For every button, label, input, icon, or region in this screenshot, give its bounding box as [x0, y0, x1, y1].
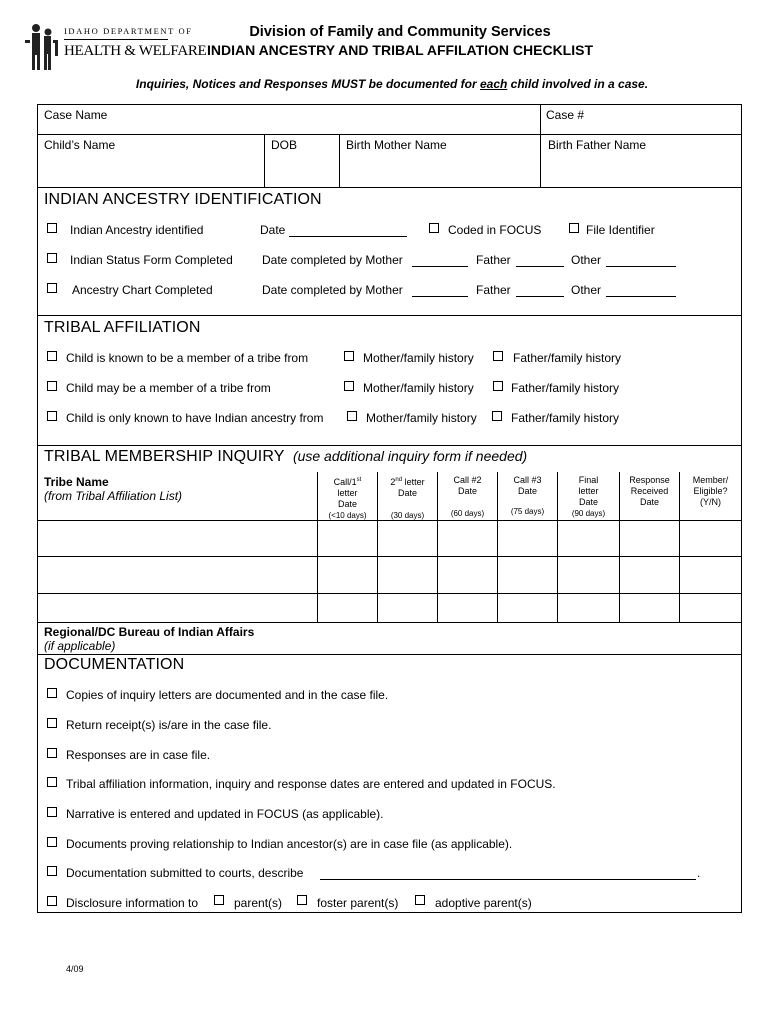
col-response-l1: Response	[629, 475, 670, 485]
col-member-l3: (Y/N)	[700, 497, 721, 507]
col-letter2-l2: Date	[397, 488, 417, 498]
only-father-checkbox[interactable]	[492, 411, 502, 421]
col-call1-header	[318, 475, 377, 521]
ancestry-chart-checkbox[interactable]	[47, 283, 57, 293]
status-father-blank[interactable]	[516, 266, 564, 267]
chart-father-blank[interactable]	[516, 296, 564, 297]
col-call1-l3: Date	[337, 499, 357, 509]
disclosure-checkbox[interactable]	[47, 896, 57, 906]
doc-item-1-label: Copies of inquiry letters are documented and in the case file.	[66, 688, 389, 702]
status-form-checkbox[interactable]	[47, 253, 57, 263]
chart-mother-blank[interactable]	[412, 296, 468, 297]
status-mother-label: Date completed by Mother	[262, 253, 403, 267]
logo-line-1: IDAHO DEPARTMENT OF	[64, 26, 193, 36]
known-father-label: Father/family history	[513, 351, 622, 365]
col-letter2-sup: nd	[395, 477, 403, 483]
status-other-label: Other	[571, 253, 602, 267]
status-form-label: Indian Status Form Completed	[70, 253, 233, 267]
inquiry-heading-note: (use additional inquiry form if needed)	[292, 448, 528, 464]
col-final-l2: letter	[578, 486, 599, 496]
col-call1-l2: letter	[337, 488, 358, 498]
col-final-days: (90 days)	[571, 509, 606, 518]
file-identifier-label: File Identifier	[586, 223, 655, 237]
doc-item-1-checkbox[interactable]	[47, 688, 57, 698]
status-mother-blank[interactable]	[412, 266, 468, 267]
ancestry-chart-label: Ancestry Chart Completed	[72, 283, 213, 297]
parents-checkbox[interactable]	[214, 895, 224, 905]
known-mother-checkbox[interactable]	[344, 351, 354, 361]
only-father-label: Father/family history	[511, 411, 620, 425]
ancestry-identified-label: Indian Ancestry identified	[70, 223, 204, 237]
doc-item-5-checkbox[interactable]	[47, 807, 57, 817]
file-identifier-checkbox[interactable]	[569, 223, 579, 233]
known-father-checkbox[interactable]	[493, 351, 503, 361]
inquiry-heading: TRIBAL MEMBERSHIP INQUIRY	[44, 448, 285, 465]
may-member-label: Child may be a member of a tribe from	[66, 381, 271, 395]
doc-item-3-label: Responses are in case file.	[66, 748, 211, 762]
may-mother-label: Mother/family history	[363, 381, 474, 395]
case-name-field[interactable]: Case Name	[44, 108, 108, 122]
adoptive-checkbox[interactable]	[415, 895, 425, 905]
notice-line	[0, 77, 770, 91]
col-call3-days: (75 days)	[510, 507, 545, 516]
parents-label: parent(s)	[234, 896, 283, 910]
only-ancestry-checkbox[interactable]	[47, 411, 57, 421]
ancestry-heading: INDIAN ANCESTRY IDENTIFICATION	[44, 191, 322, 208]
col-final-header	[558, 475, 619, 519]
col-call1-sup: st	[356, 477, 362, 483]
ancestry-date-label: Date	[260, 223, 286, 237]
coded-focus-checkbox[interactable]	[429, 223, 439, 233]
col-call2-header	[438, 475, 497, 519]
col-response-l3: Date	[639, 497, 659, 507]
logo-line-2: HEALTH & WELFARE	[64, 43, 207, 59]
may-father-label: Father/family history	[511, 381, 620, 395]
known-member-checkbox[interactable]	[47, 351, 57, 361]
inquiry-row-1[interactable]	[38, 521, 317, 556]
form-title: Division of Family and Community Services	[249, 24, 551, 40]
col-letter2-header	[378, 475, 437, 521]
inquiry-heading-row	[44, 448, 527, 466]
doc-item-2-checkbox[interactable]	[47, 718, 57, 728]
adoptive-label: adoptive parent(s)	[435, 896, 532, 910]
status-other-blank[interactable]	[606, 266, 676, 267]
doc-item-7-checkbox[interactable]	[47, 866, 57, 876]
birth-father-field[interactable]: Birth Father Name	[548, 138, 647, 152]
doc-item-7-label: Documentation submitted to courts, describe	[66, 866, 304, 880]
child-name-field[interactable]: Child’s Name	[44, 138, 116, 152]
col-response-l2: Received	[630, 486, 669, 496]
ancestry-date-blank[interactable]	[289, 236, 407, 237]
dob-field[interactable]: DOB	[271, 138, 298, 152]
col-call1-l1: Call/1	[333, 477, 357, 487]
col-call2-l1: Call #2	[453, 475, 482, 485]
may-mother-checkbox[interactable]	[344, 381, 354, 391]
col-member-l2: Eligible?	[693, 486, 728, 496]
inquiry-row-3[interactable]	[38, 594, 317, 622]
case-number-field[interactable]: Case #	[546, 108, 585, 122]
tribe-name-note: (from Tribal Affiliation List)	[44, 489, 183, 503]
col-call3-l1: Call #3	[513, 475, 542, 485]
col-call2-l2: Date	[457, 486, 477, 496]
col-member-header	[680, 475, 741, 508]
doc-item-4-checkbox[interactable]	[47, 777, 57, 787]
col-letter2-pre: 2	[390, 477, 396, 487]
form-subtitle: INDIAN ANCESTRY AND TRIBAL AFFILATION CHECKLIST	[206, 42, 594, 58]
courts-describe-blank[interactable]	[320, 879, 696, 880]
col-member-l1: Member/	[692, 475, 729, 485]
doc-item-6-label: Documents proving relationship to Indian ancestor(s) are in case file (as applicable).	[66, 837, 513, 851]
col-call3-l2: Date	[517, 486, 537, 496]
known-mother-label: Mother/family history	[363, 351, 474, 365]
col-call3-header	[498, 475, 557, 517]
status-father-label: Father	[476, 253, 511, 267]
notice-pre: Inquiries, Notices and Responses MUST be documented for	[135, 77, 480, 91]
documentation-heading: DOCUMENTATION	[44, 656, 185, 673]
col-final-l3: Date	[578, 497, 598, 507]
birth-mother-field[interactable]: Birth Mother Name	[346, 138, 447, 152]
col-call1-days: (<10 days)	[328, 511, 367, 520]
ancestry-identified-checkbox[interactable]	[47, 223, 57, 233]
foster-label: foster parent(s)	[317, 896, 399, 910]
doc-item-2-label: Return receipt(s) is/are in the case file.	[66, 718, 272, 732]
notice-post: child involved in a case.	[507, 77, 649, 91]
only-ancestry-label: Child is only known to have Indian ancestry from	[66, 411, 324, 425]
chart-father-label: Father	[476, 283, 511, 297]
may-member-checkbox[interactable]	[47, 381, 57, 391]
chart-other-blank[interactable]	[606, 296, 676, 297]
chart-mother-label: Date completed by Mother	[262, 283, 403, 297]
version-footer: 4/09	[66, 964, 84, 974]
inquiry-row-2[interactable]	[38, 557, 317, 593]
tribe-name-header: Tribe Name	[44, 475, 109, 489]
bia-note: (if applicable)	[44, 639, 116, 653]
bia-label: Regional/DC Bureau of Indian Affairs	[44, 625, 255, 639]
col-final-l1: Final	[578, 475, 599, 485]
col-response-header	[620, 475, 679, 508]
col-letter2-l1: letter	[402, 477, 425, 487]
doc-item-3-checkbox[interactable]	[47, 748, 57, 758]
chart-other-label: Other	[571, 283, 602, 297]
foster-checkbox[interactable]	[297, 895, 307, 905]
doc-item-6-checkbox[interactable]	[47, 837, 57, 847]
only-mother-label: Mother/family history	[366, 411, 477, 425]
col-call2-days: (60 days)	[450, 509, 485, 518]
only-mother-checkbox[interactable]	[347, 411, 357, 421]
doc-item-4-label: Tribal affiliation information, inquiry and response dates are entered and updated in FOCUS.	[66, 777, 556, 791]
may-father-checkbox[interactable]	[493, 381, 503, 391]
known-member-label: Child is known to be a member of a tribe from	[66, 351, 309, 365]
doc-item-5-label: Narrative is entered and updated in FOCUS (as applicable).	[66, 807, 384, 821]
col-letter2-days: (30 days)	[390, 511, 425, 520]
courts-describe-period: .	[697, 866, 701, 880]
disclosure-label: Disclosure information to	[66, 896, 199, 910]
tribal-heading: TRIBAL AFFILIATION	[44, 319, 201, 336]
coded-focus-label: Coded in FOCUS	[448, 223, 542, 237]
notice-emphasis: each	[479, 77, 508, 91]
